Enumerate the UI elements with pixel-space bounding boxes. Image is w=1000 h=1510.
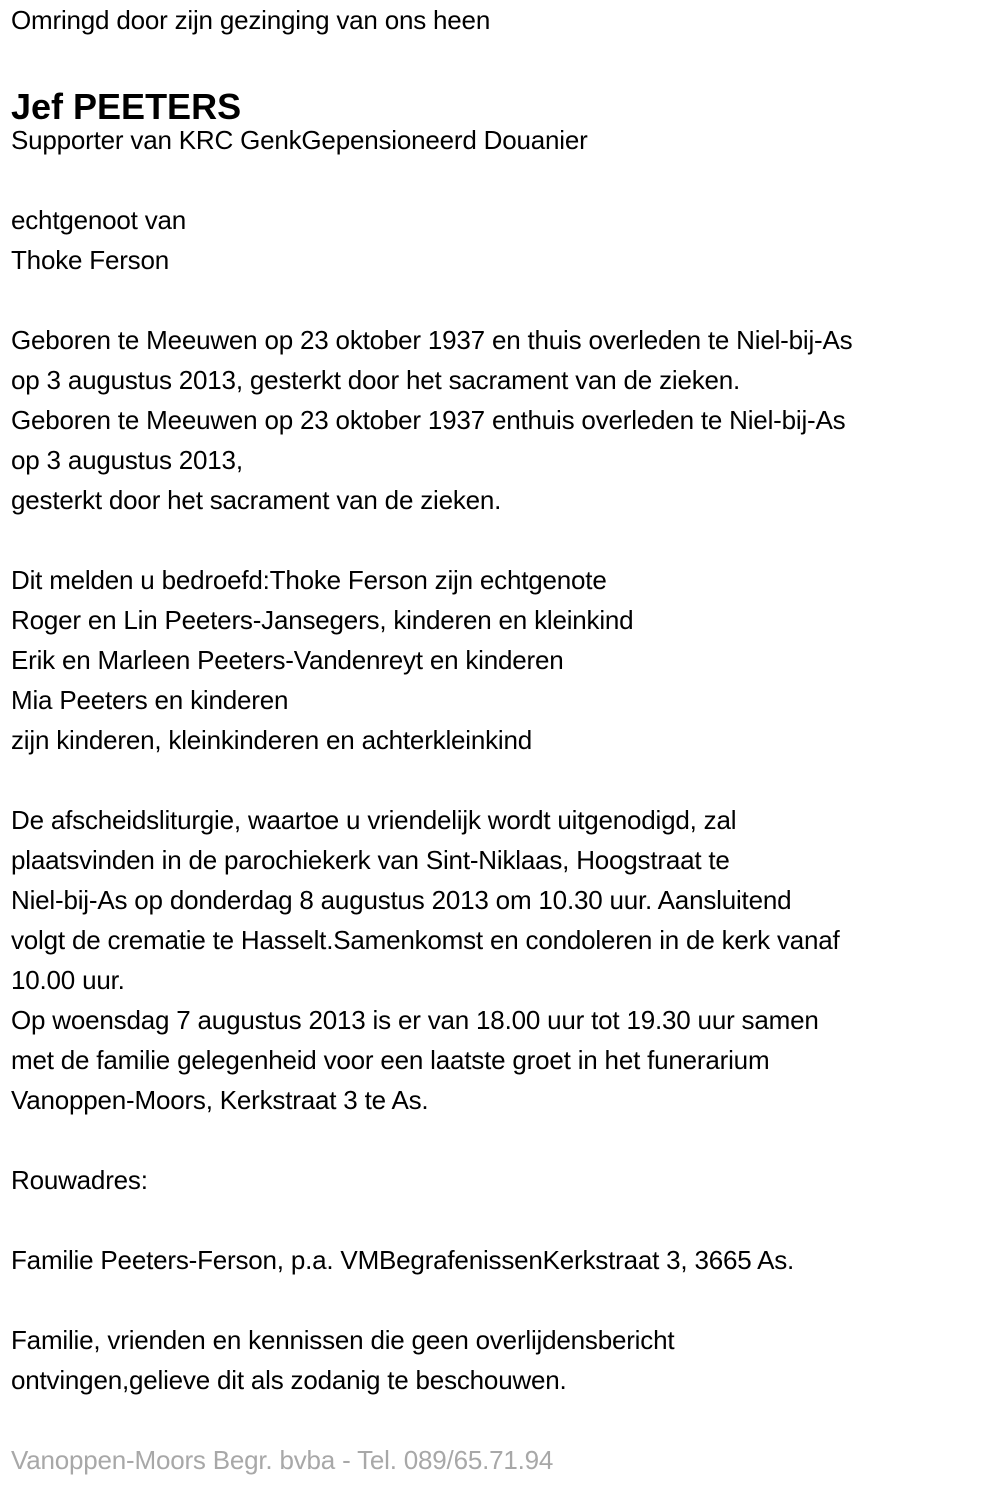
ceremony-line: volgt de crematie te Hasselt.Samenkomst en condoleren in de kerk vanaf <box>11 925 840 955</box>
birth-death-line: Geboren te Meeuwen op 23 oktober 1937 en thuis overleden te Niel-bij-As <box>11 325 853 355</box>
ceremony-section <box>11 800 1000 1120</box>
ceremony-line: Niel-bij-As op donderdag 8 augustus 2013 om 10.30 uur. Aansluitend <box>11 885 792 915</box>
spacer <box>11 160 1000 200</box>
birth-death-line: op 3 augustus 2013, gesterkt door het sacrament van de zieken. <box>11 365 741 395</box>
birth-death-line: Geboren te Meeuwen op 23 oktober 1937 enthuis overleden te Niel-bij-As <box>11 405 846 435</box>
birth-death-line: gesterkt door het sacrament van de zieken. <box>11 485 502 515</box>
notice-line: Familie, vrienden en kennissen die geen overlijdensbericht <box>11 1325 675 1355</box>
spacer <box>11 760 1000 800</box>
spacer <box>11 520 1000 560</box>
mourning-address-label: Rouwadres: <box>11 1165 148 1195</box>
announcer-line: zijn kinderen, kleinkinderen en achterkleinkind <box>11 725 533 755</box>
spacer <box>11 1200 1000 1240</box>
spacer <box>11 1280 1000 1320</box>
announcer-line: Erik en Marleen Peeters-Vandenreyt en kinderen <box>11 645 564 675</box>
subtitle: Supporter van KRC GenkGepensioneerd Douanier <box>11 125 588 155</box>
ceremony-line: met de familie gelegenheid voor een laatste groet in het funerarium <box>11 1045 770 1075</box>
notice-section <box>11 1320 1000 1400</box>
ceremony-line: De afscheidsliturgie, waartoe u vriendelijk wordt uitgenodigd, zal <box>11 805 737 835</box>
spacer <box>11 1120 1000 1160</box>
spouse-label: echtgenoot van <box>11 205 187 235</box>
announcer-line: Dit melden u bedroefd:Thoke Ferson zijn echtgenote <box>11 565 607 595</box>
spacer <box>11 280 1000 320</box>
birth-death-line: op 3 augustus 2013, <box>11 445 243 475</box>
ceremony-line: Vanoppen-Moors, Kerkstraat 3 te As. <box>11 1085 429 1115</box>
ceremony-line: plaatsvinden in de parochiekerk van Sint-Niklaas, Hoogstraat te <box>11 845 730 875</box>
notice-line: ontvingen,gelieve dit als zodanig te beschouwen. <box>11 1365 567 1395</box>
ceremony-line: Op woensdag 7 augustus 2013 is er van 18.00 uur tot 19.30 uur samen <box>11 1005 819 1035</box>
announcer-line: Mia Peeters en kinderen <box>11 685 289 715</box>
mourning-address: Familie Peeters-Ferson, p.a. VMBegrafenissenKerkstraat 3, 3665 As. <box>11 1245 795 1275</box>
ceremony-line: 10.00 uur. <box>11 965 125 995</box>
announcers-section <box>11 560 1000 760</box>
spouse-name: Thoke Ferson <box>11 245 170 275</box>
spacer <box>11 40 1000 80</box>
funeral-home-footer: Vanoppen-Moors Begr. bvba - Tel. 089/65.71.94 <box>11 1445 554 1475</box>
birth-death-section <box>11 320 1000 520</box>
deceased-name: Jef PEETERS <box>11 86 242 127</box>
intro-text: Omringd door zijn gezinging van ons heen <box>11 5 491 35</box>
spacer <box>11 1400 1000 1440</box>
announcer-line: Roger en Lin Peeters-Jansegers, kinderen en kleinkind <box>11 605 634 635</box>
